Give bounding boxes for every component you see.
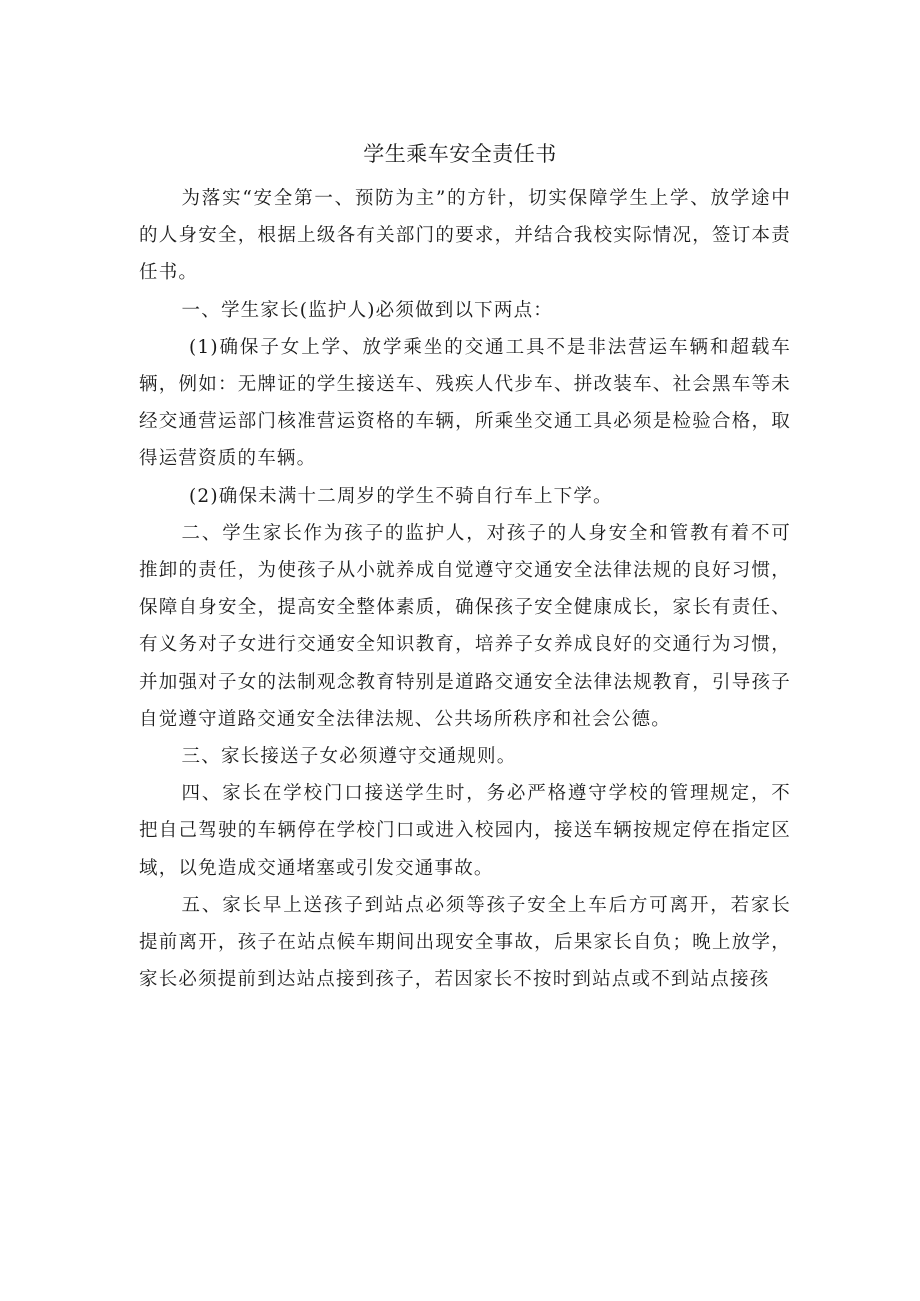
section-five-paragraph: 五、家长早上送孩子到站点必须等孩子安全上车后方可离开，若家长提前离开，孩子在站点候车期间出现安全事故，后果家长自负；晚上放学，家长必须提前到达站点接到孩子，若因家长不按时到站点或不到站点接孩 <box>139 894 791 991</box>
document-title: 学生乘车安全责任书 <box>363 142 557 166</box>
document-body <box>139 180 791 998</box>
section-three-paragraph: 三、家长接送子女必须遵守交通规则。 <box>181 746 517 768</box>
section-one-item-2: (2)确保未满十二周岁的学生不骑自行车上下学。 <box>188 485 613 507</box>
section-one-item-1: (1)确保子女上学、放学乘坐的交通工具不是非法营运车辆和超载车辆，例如：无牌证的学生接送车、残疾人代步车、拼改装车、社会黑车等未经交通营运部门核准营运资格的车辆，所乘坐交通工具必须是检验合格，取得运营资质的车辆。 <box>139 336 791 470</box>
section-four-paragraph: 四、家长在学校门口接送学生时，务必严格遵守学校的管理规定，不把自己驾驶的车辆停在学校门口或进入校园内，接送车辆按规定停在指定区域，以免造成交通堵塞或引发交通事故。 <box>139 783 791 879</box>
section-two-paragraph: 二、学生家长作为孩子的监护人，对孩子的人身安全和管教有着不可推卸的责任，为使孩子从小就养成自觉遵守交通安全法律法规的良好习惯，保障自身安全，提高安全整体素质，确保孩子安全健康成长，家长有责任、有义务对子女进行交通安全知识教育，培养子女养成良好的交通行为习惯，并加强对子女的法制观念教育特别是道路交通安全法律法规教育，引导孩子自觉遵守道路交通安全法律法规、公共场所秩序和社会公德。 <box>139 522 791 730</box>
intro-paragraph: 为落实“安全第一、预防为主”的方针，切实保障学生上学、放学途中的人身安全，根据上级各有关部门的要求，并结合我校实际情况，签订本责任书。 <box>139 188 791 284</box>
section-one-heading: 一、学生家长(监护人)必须做到以下两点： <box>181 299 553 321</box>
